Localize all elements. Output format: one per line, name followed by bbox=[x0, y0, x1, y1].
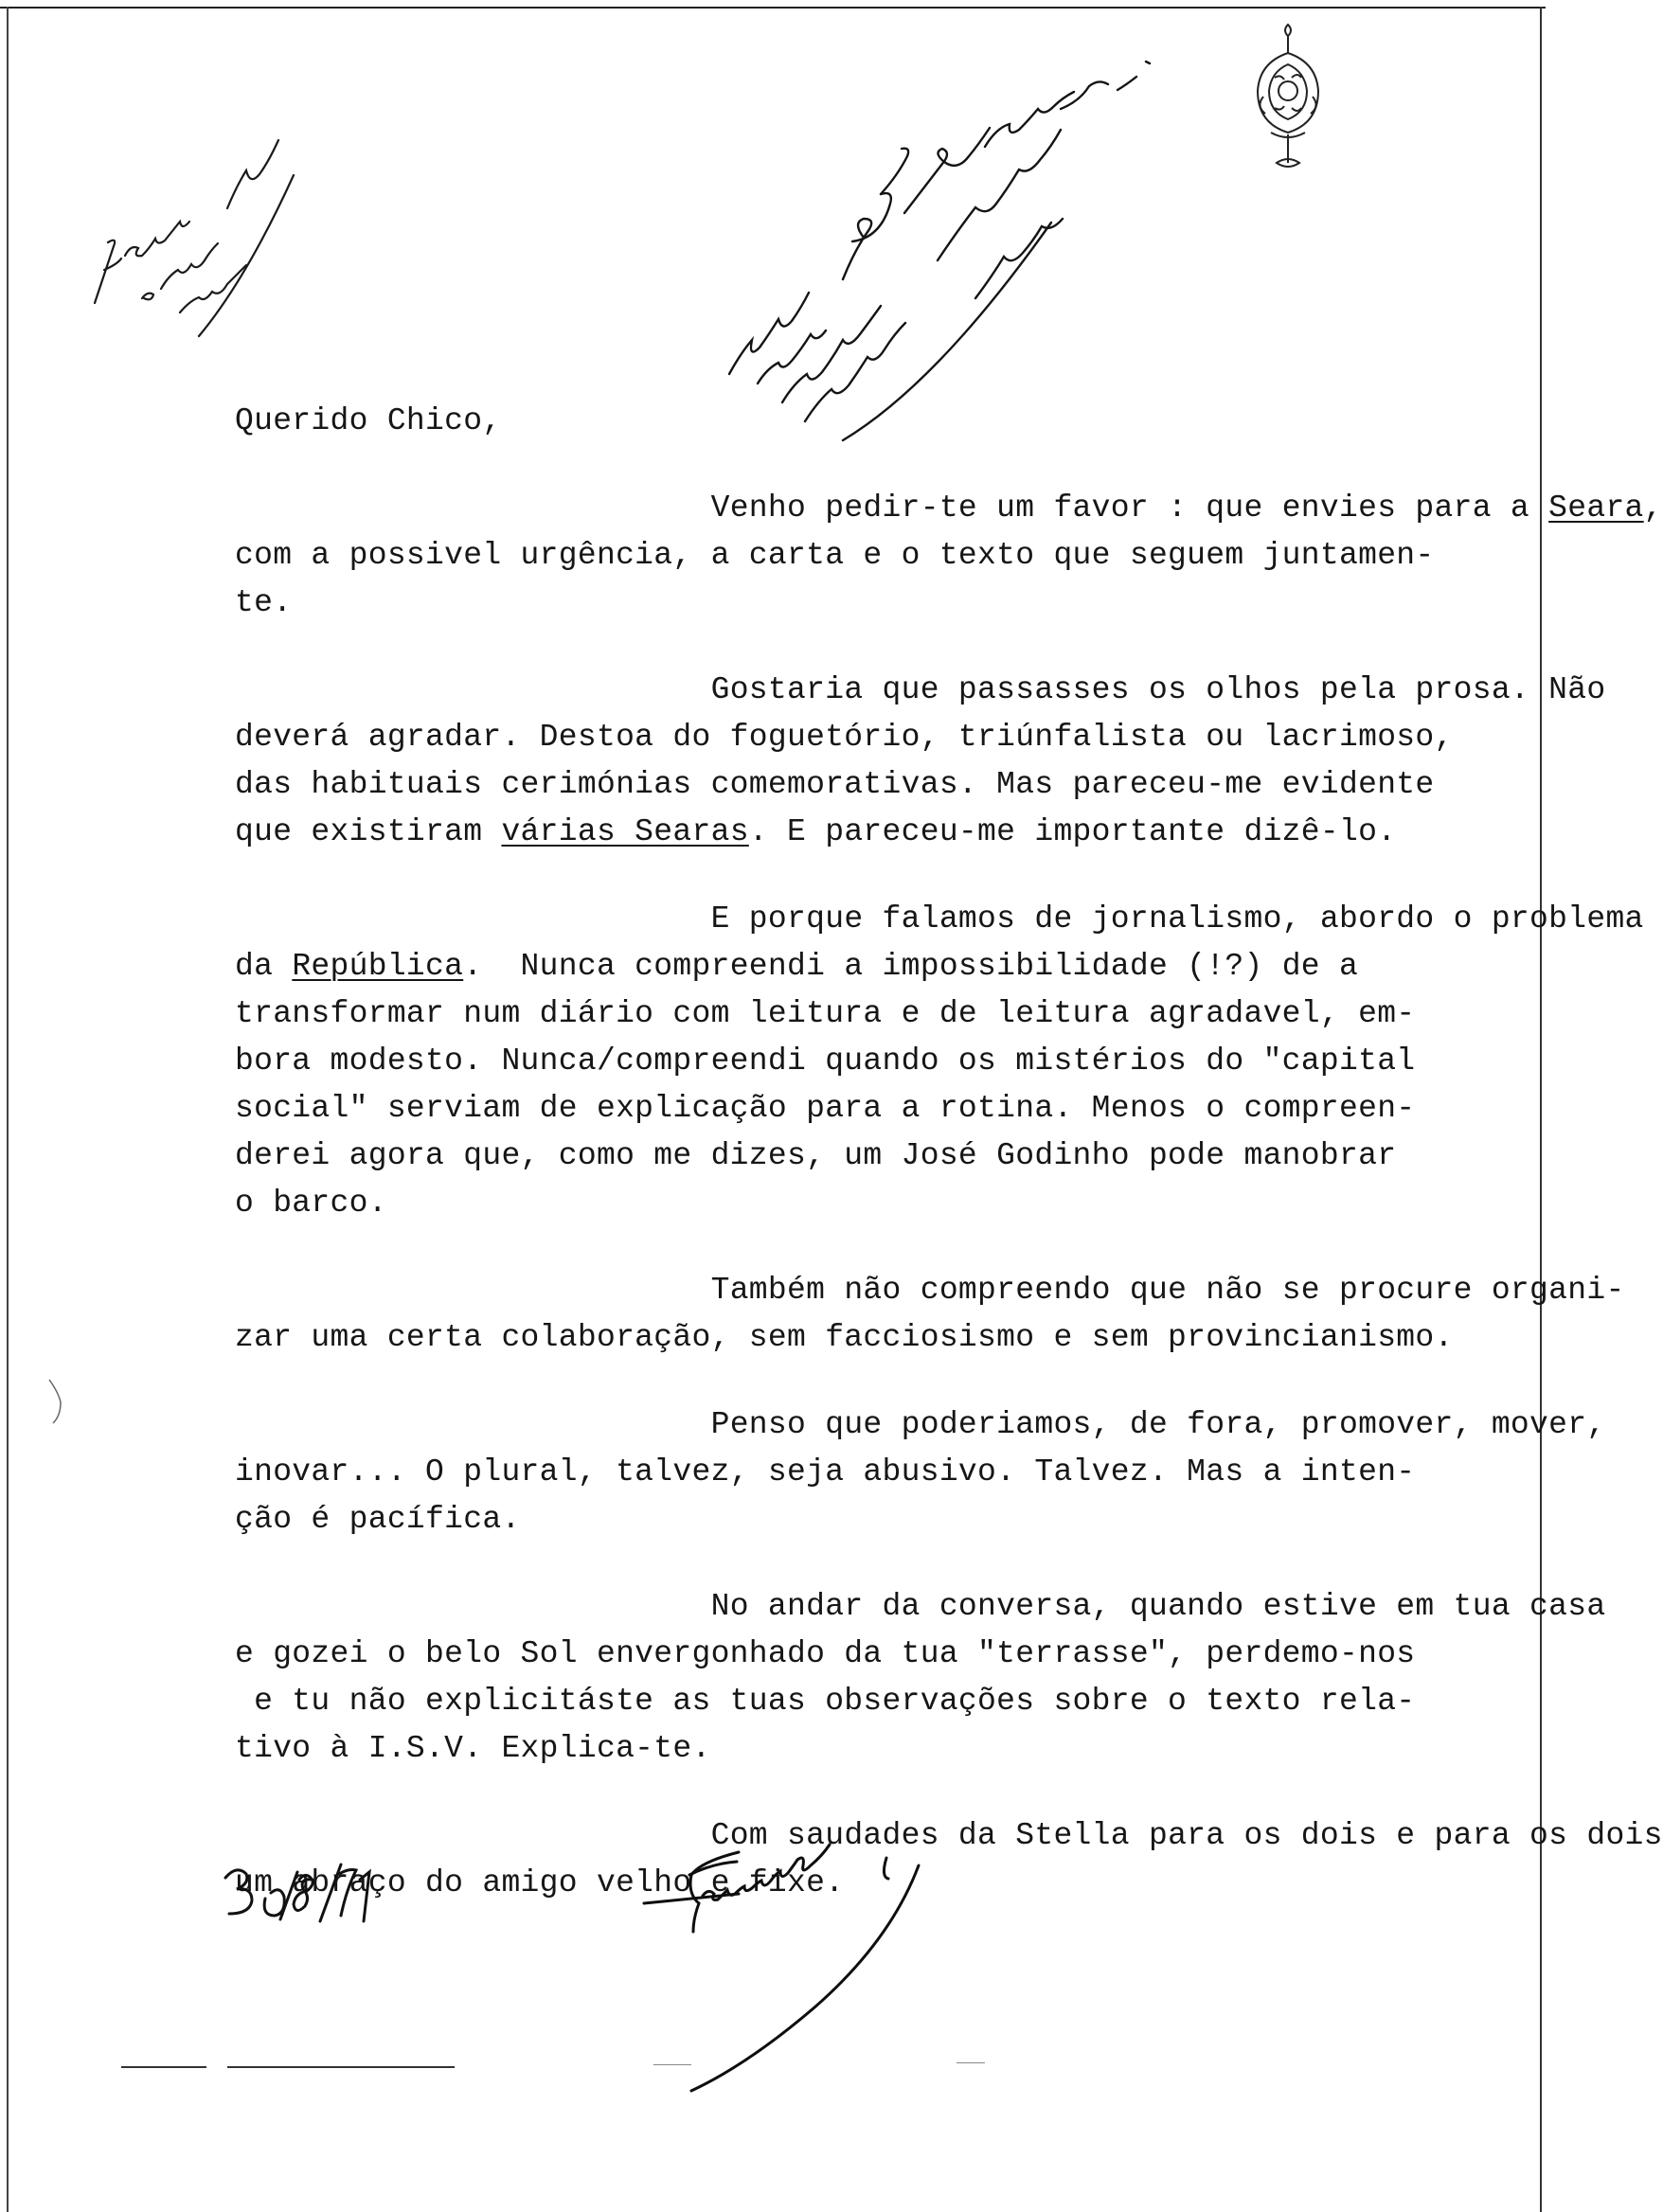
paragraph-indent bbox=[235, 1273, 711, 1308]
letter-line bbox=[235, 1583, 1606, 1631]
underlined-title: várias Searas bbox=[501, 814, 749, 849]
line-text: deverá agradar. Destoa do foguetório, triúnfalista ou lacrimoso, bbox=[235, 720, 1454, 755]
handwritten-date bbox=[218, 1851, 379, 1936]
letter-line bbox=[235, 1180, 1466, 1227]
line-text: derei agora que, como me dizes, um José Godinho pode manobrar bbox=[235, 1138, 1397, 1173]
line-text: Venho pedir-te um favor : que envies para a bbox=[710, 491, 1549, 526]
line-text: zar uma certa colaboração, sem facciosismo e sem provincianismo. bbox=[235, 1320, 1454, 1355]
paragraph-indent bbox=[235, 1407, 711, 1442]
handwritten-note-center bbox=[701, 43, 1165, 459]
line-text: . Nunca compreendi a impossibilidade (!?) de a bbox=[463, 949, 1359, 984]
ornament-emblem-icon bbox=[1250, 21, 1326, 182]
line-text: das habituais cerimónias comemorativas. Mas pareceu-me evidente bbox=[235, 767, 1435, 802]
paragraph-indent bbox=[235, 1589, 711, 1624]
letter-line bbox=[235, 714, 1466, 761]
margin-mark bbox=[47, 1378, 63, 1425]
line-text: e gozei o belo Sol envergonhado da tua "terrasse", perdemo-nos bbox=[235, 1636, 1416, 1671]
line-text: tivo à I.S.V. Explica-te. bbox=[235, 1731, 711, 1766]
line-text: inovar... O plural, talvez, seja abusivo. Talvez. Mas a inten- bbox=[235, 1454, 1416, 1490]
line-text: da bbox=[235, 949, 293, 984]
letter-line bbox=[235, 667, 1606, 714]
line-text: ção é pacífica. bbox=[235, 1502, 521, 1537]
line-text: e tu não explicitáste as tuas observações sobre o texto rela- bbox=[235, 1684, 1416, 1719]
paragraph-indent bbox=[235, 901, 711, 937]
line-text: Penso que poderiamos, de fora, promover, mover, bbox=[710, 1407, 1606, 1442]
line-text: Gostaria que passasses os olhos pela prosa. Não bbox=[710, 672, 1606, 707]
letter-line bbox=[235, 990, 1466, 1038]
line-text: um abraço do amigo velho e fixe. bbox=[235, 1865, 845, 1900]
letter-line bbox=[235, 1725, 1466, 1773]
letter-line bbox=[235, 1314, 1466, 1362]
letter-line bbox=[235, 1631, 1466, 1678]
signature bbox=[625, 1837, 985, 2093]
letter-line bbox=[235, 485, 1663, 532]
letter-line bbox=[235, 1085, 1466, 1133]
line-text: Também não compreendo que não se procure organi- bbox=[710, 1273, 1625, 1308]
greeting: Querido Chico, bbox=[235, 403, 502, 438]
letter-line bbox=[235, 761, 1466, 809]
letter-line bbox=[235, 1038, 1466, 1085]
letter-body bbox=[235, 398, 1663, 1907]
line-text: o barco. bbox=[235, 1186, 387, 1221]
page-border-left bbox=[7, 7, 9, 2212]
footer-rule-2 bbox=[227, 2066, 455, 2068]
line-text: que existiram bbox=[235, 814, 502, 849]
line-text: te. bbox=[235, 585, 293, 620]
paragraph-indent bbox=[235, 491, 711, 526]
footer-mark-2 bbox=[957, 2062, 985, 2063]
line-text: , bbox=[1643, 491, 1663, 526]
handwritten-note-left bbox=[66, 66, 313, 341]
letter-line bbox=[235, 1678, 1466, 1725]
letter-line bbox=[235, 1267, 1625, 1314]
line-text: Com saudades da Stella para os dois e para os dois bbox=[710, 1818, 1663, 1853]
line-text: bora modesto. Nunca/compreendi quando os mistérios do "capital bbox=[235, 1044, 1416, 1079]
line-text: com a possivel urgência, a carta e o texto que seguem juntamen- bbox=[235, 538, 1435, 573]
page-border-right bbox=[1540, 7, 1542, 2212]
underlined-title: República bbox=[292, 949, 464, 984]
line-text: . E pareceu-me importante dizê-lo. bbox=[748, 814, 1397, 849]
letter-line bbox=[235, 1401, 1606, 1449]
line-text: No andar da conversa, quando estive em tua casa bbox=[710, 1589, 1606, 1624]
letter-line bbox=[235, 1449, 1466, 1496]
line-text: transformar num diário com leitura e de leitura agradavel, em- bbox=[235, 996, 1416, 1031]
footer-mark-1 bbox=[653, 2064, 691, 2065]
underlined-title: Seara bbox=[1548, 491, 1644, 526]
line-text: social" serviam de explicação para a rotina. Menos o compreen- bbox=[235, 1091, 1416, 1126]
letter-line bbox=[235, 1496, 1466, 1543]
letter-line bbox=[235, 532, 1466, 580]
letter-line bbox=[235, 580, 1466, 627]
footer-rule-1 bbox=[121, 2066, 206, 2068]
letter-line bbox=[235, 1133, 1466, 1180]
line-text: E porque falamos de jornalismo, abordo o problema bbox=[710, 901, 1644, 937]
paragraph-indent bbox=[235, 672, 711, 707]
letter-line bbox=[235, 896, 1644, 943]
letter-line bbox=[235, 809, 1466, 856]
page-border-top bbox=[0, 7, 1546, 9]
letter-line bbox=[235, 943, 1466, 990]
